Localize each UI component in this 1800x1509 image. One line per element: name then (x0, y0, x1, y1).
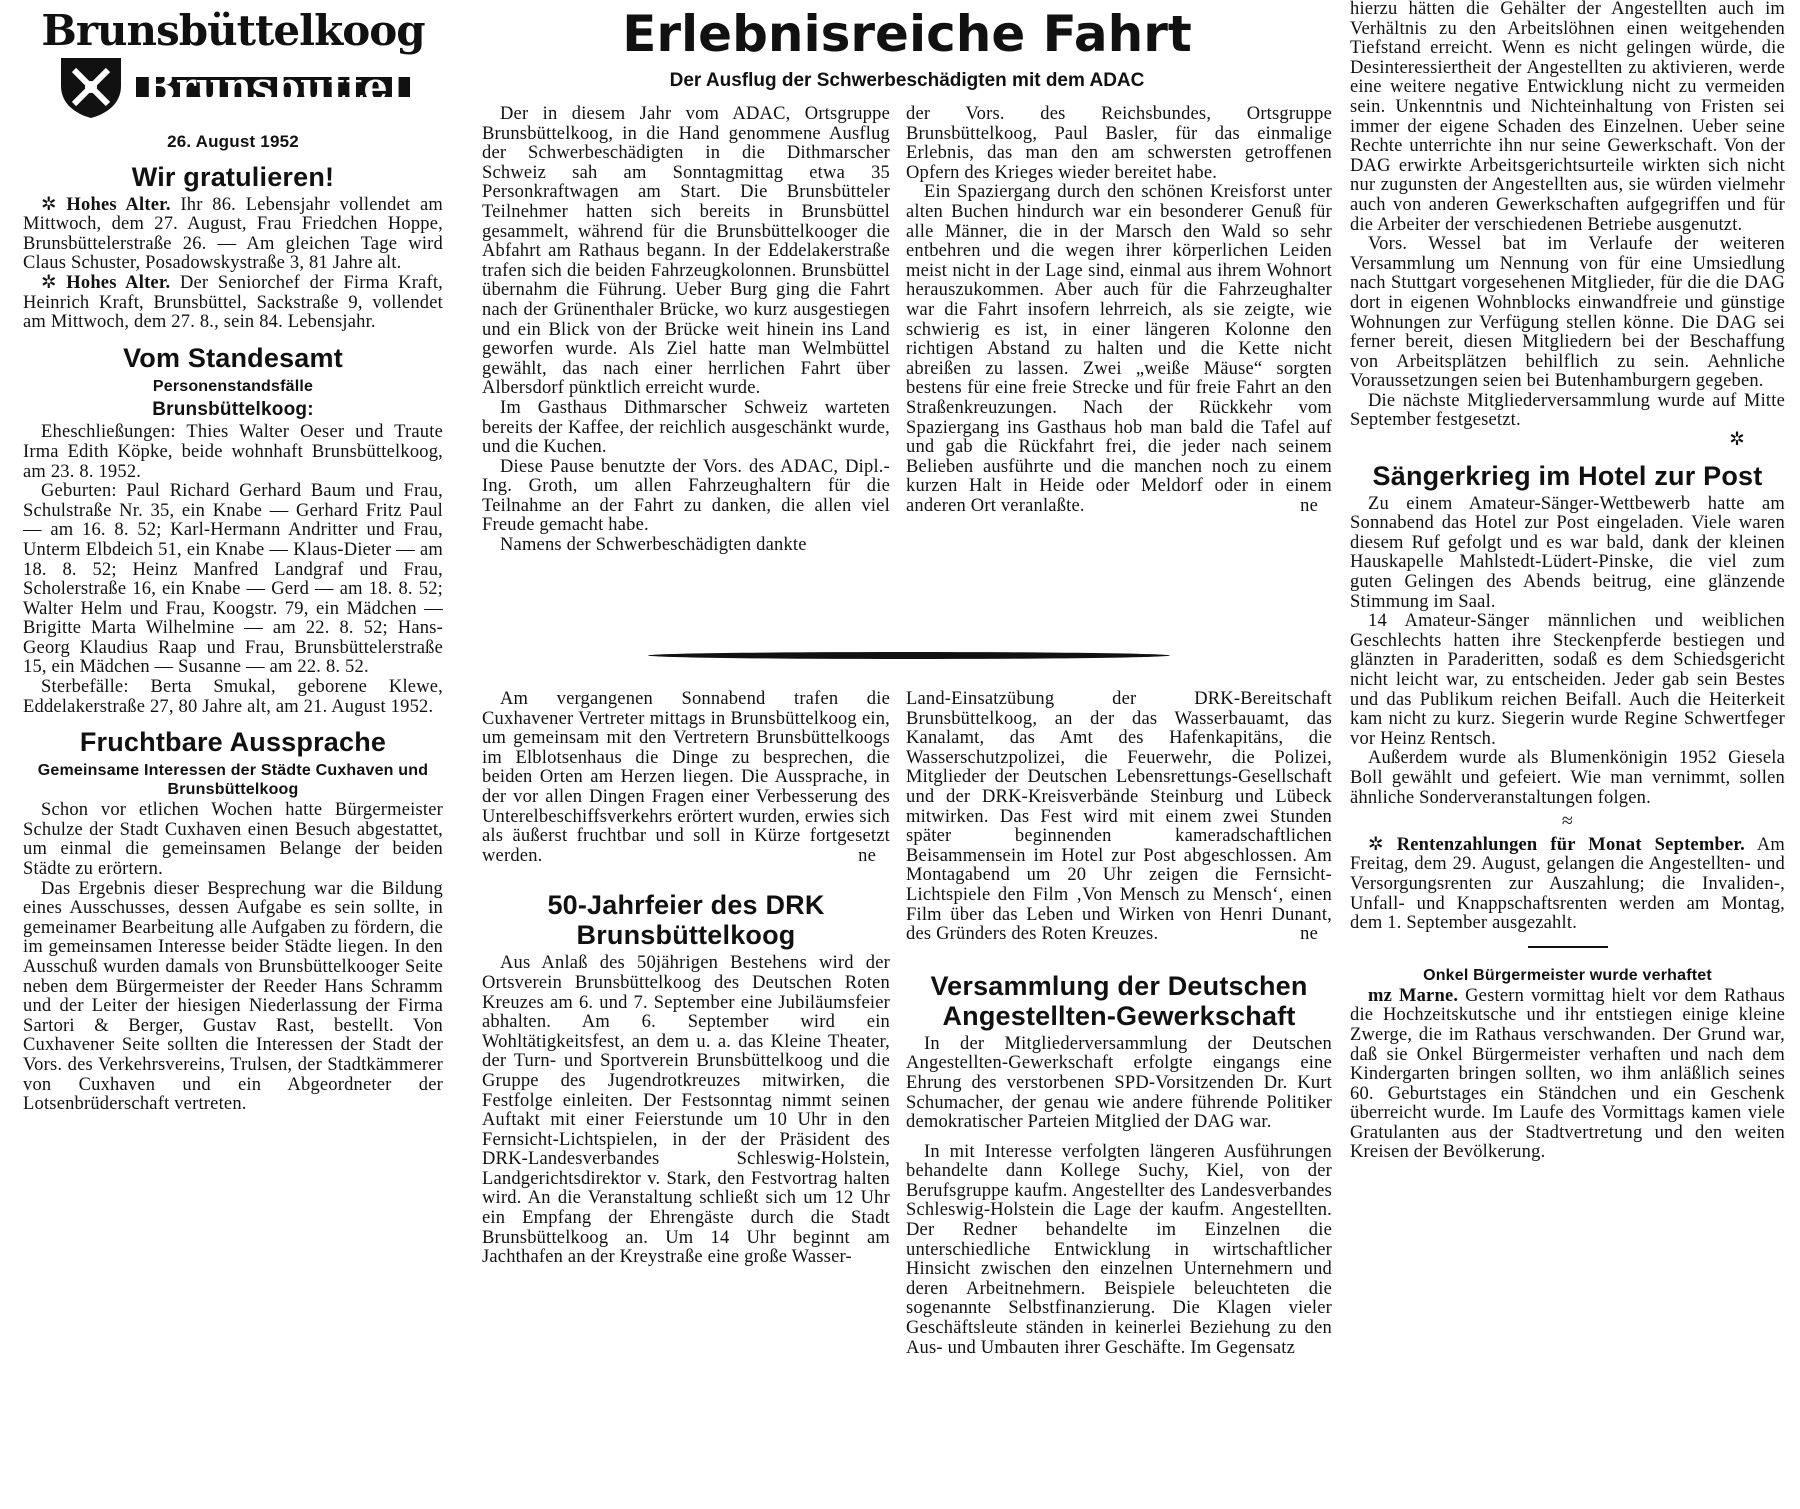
paragraph: Zu einem Amateur-Sänger-Wettbewerb hatte am Sonnabend das Hotel zur Post eingeladen. Viele waren diesem Ruf gefolgt und es war bald, dank der kleinen Hauskapelle Mahlstedt-Lüdert-Pinske, die viel zum guten Gelingen des Abends beitrug, eine glänzende Stimmung im Saal. (1350, 493, 1785, 612)
short-divider (1528, 946, 1608, 948)
paragraph: Schon vor etlichen Wochen hatte Bürgermeister Schulze der Stadt Cuxhaven einen Besuch abgestattet, um einmal die gemeinsamen Belange der beiden Städte zu erörtern. (23, 800, 443, 880)
star-ornament-icon: ✲ (1729, 430, 1745, 451)
masthead-top: Brunsbüttelkoog (41, 6, 425, 55)
paragraph: mz Marne. Gestern vormittag hielt vor dem Rathaus die Hochzeitskutsche und ihr entstiegen einige kleine Zwerge, die im Rathaus verschwanden. Der Grund war, daß sie Onkel Bürgermeister verhaften und nach dem Kindergarten bringen sollten, wo ihm anläßlich seines 60. Geburtstages ein Ständchen und ein Geschenk überreicht wurde. Im Laufe des Vormittags kamen viele Gratulanten aus der Stadtvertretung und den weiten Kreisen der Bevölkerung. (1350, 985, 1785, 1163)
paragraph: hierzu hätten die Gehälter der Angestellten auch im Verhältnis zu den Arbeitslöhnen einen weitgehenden Tiefstand erreicht. Wenn es nicht gelingen würde, die Desinteressiertheit der Angestellten zu aktivieren, werde eine weitere negative Entwicklung nicht zu vermeiden sein. Unkenntnis und Nichteinhaltung von Fristen sei immer der eigene Schaden des Einzelnen. Ueber seine Rechte unterrichte ihn nur seine Gewerkschaft. Von der DAG erwirkte Arbeitsgerichtsurteile wirkten sich nicht nur zugunsten der Angestellten aus, sie würden vielmehr auch von anderen Gewerkschaften aufgegriffen und für die Arbeiter der verschiedenen Betriebe ausgenutzt. (1350, 0, 1785, 235)
headline-erlebnisreiche-fahrt: Erlebnisreiche Fahrt (622, 5, 1192, 63)
headline-gratulieren: Wir gratulieren! (131, 161, 335, 192)
paragraph: Das Ergebnis dieser Besprechung war die Bildung eines Ausschusses, dessen Aufgabe es sein sollte, in gemeinamer Bearbeitung alle Aufgaben zu fördern, die im gemeinsamen Interesse beider Städte liegen. In den Ausschuß wurden damals von Brunsbüttelkooger Seite neben dem Bürgermeister der Reeder Hans Schramm und der Leiter der hiesigen Niederlassung der Firma Sartori & Berger, Gustav Rast, bestellt. Von Cuxhavener Seite sollten die Interessen der Stadt der Vors. des Verkehrsvereins, Trulsen, der Stadtkämmerer von Cuxhaven und ein Abgeordneter der Lotsenbrüderschaft vertreten. (23, 878, 443, 1115)
author-sign: ne (858, 845, 876, 866)
paragraph: In mit Interesse verfolgten längeren Ausführungen behandelte dann Kollege Suchy, Kiel, von der Berufsgruppe kaufm. Angestellter des Landesverbandes Schleswig-Holstein die Lage der kaufm. Angestellten. Der Redner behandelte im Einzelnen die unterschiedliche Entwicklung in wirtschaftlicher Hinsicht zwischen den einzelnen Unternehmern und deren Arbeitnehmern. Beispiele beleuchteten die sogenannte Selbstfinanzierung. Die Klagen vieler Geschäftsleute ständen in keinerlei Beziehung zu den Aus- und Umbauten ihrer Geschäfte. Im Gegensatz (906, 1141, 1332, 1358)
paragraph: Vors. Wessel bat im Verlaufe der weiteren Versammlung um Nennung von für eine Umsiedlung nach Stuttgart vorgesehenen Mitglieder, für die die DAG dort in eigenen Wohnblocks einwandfreie und günstige Wohnungen zur Verfügung stellen könne. Die DAG sei ferner bereit, diesen Mitgliedern bei der Beschaffung von Arbeitsplätzen behilflich zu sein. Aehnliche Voraussetzungen seien bei Butenhamburgern gegeben. (1350, 234, 1785, 392)
paragraph: Namens der Schwerbeschädigten dankte (500, 535, 807, 556)
coat-of-arms-icon (56, 54, 126, 120)
fahrt-column-left (482, 105, 890, 556)
masthead-bottom: Brunsbüttel (136, 77, 411, 97)
column-4 (1350, 0, 1785, 1163)
paragraph: Diese Pause benutzte der Vors. des ADAC, Dipl.-Ing. Groth, um allen Fahrzeughaltern für die Teilnahme an der Fahrt zu danken, die allen viel Freude gemacht habe. (482, 456, 890, 536)
author-sign: ne (1300, 924, 1318, 945)
column-3-lower (906, 690, 1332, 1358)
divider-rule (648, 652, 1170, 659)
paragraph: ✲ Rentenzahlungen für Monat September. Am Freitag, dem 29. August, gelangen die Angestellten- und Versorgungsrenten zur Auszahlung; die Invaliden-, Unfall- und Knappschaftsrenten werden am Montag, dem 1. September ausgezahlt. (1350, 834, 1785, 934)
author-sign: ne (1300, 495, 1318, 516)
place-heading: Brunsbüttelkoog: (152, 398, 314, 420)
headline-drk: 50-Jahrfeier des DRK Brunsbüttelkoog (547, 890, 825, 951)
paragraph: In der Mitgliederversammlung der Deutschen Angestellten-Gewerkschaft erfolgte eingangs eine Ehrung des verstorbenen SPD-Vorsitzenden Dr. Kurt Schumacher, der genau wie andere führende Politiker demokratischer Parteien Mitglied der DAG war. (906, 1033, 1332, 1133)
paragraph: Geburten: Paul Richard Gerhard Baum und Frau, Schulstraße Nr. 35, ein Knabe — Gerhard Fritz Paul — am 16. 8. 52; Karl-Hermann Andritter und Frau, Unterm Elbdeich 51, ein Knabe — Klaus-Dieter — am 18. 8. 52; Heinz Manfred Landgraf und Frau, Scholerstraße 16, ein Knabe — Gerd — am 18. 8. 52; Walter Helm und Frau, Koogstr. 79, ein Mädchen — Brigitte Marta Wilhelmine — am 22. 8. 52; Hans-Georg Klaudius Raap und Frau, Brunsbüttelerstraße 15, ein Mädchen — Susanne — am 22. 8. 52. (23, 481, 443, 678)
paragraph: der Vors. des Reichsbundes, Ortsgruppe Brunsbüttelkoog, Paul Basler, für das einmalige Erlebnis, das man den am schwersten getroffenen Opfern des Krieges wieder bereitet habe. (906, 104, 1332, 183)
subheadline: Personenstandsfälle (152, 377, 314, 395)
paragraph: 14 Amateur-Sänger männlichen und weiblichen Geschlechts hatten ihre Steckenpferde bestiegen und glänzten in Paraderitten, sodaß es dem Schiedsgericht nicht leicht war, zu entscheiden. Jeder gab sein Bestes und das Publikum reichen Beifall. Auch die Heiterkeit kam nicht zu kurz. Siegerin wurde Regine Schwertfeger vor Heinz Rentsch. (1350, 611, 1785, 749)
paragraph: Der in diesem Jahr vom ADAC, Ortsgruppe Brunsbüttelkoog, in die Hand genommene Ausflug der Schwerbeschädigten in die Dithmarscher Schweiz sah am Sonntagmittag etwa 35 Personkraftwagen am Start. Die Brunsbütteler Teilnehmer hatten sich bereits in Brunsbüttel gesammelt, während für die Brunsbüttelkooger die Abfahrt am Rathaus begann. In der Eddelakerstraße trafen sich die beiden Fahrzeugkolonnen. Brunsbüttel übernahm die Führung. Ueber Burg ging die Fahrt nach der Grünenthaler Brücke, wo kurz ausgestiegen und ein Blick von der Brücke weit hinein ins Land geworfen wurde. Als Ziel hatte man Welmbüttel gewählt, das nach einer herrlichen Fahrt über Albersdorf pünktlich erreicht wurde. (482, 104, 890, 399)
fahrt-column-right (906, 105, 1332, 516)
subheadline-fahrt: Der Ausflug der Schwerbeschädigten mit dem ADAC (669, 70, 1145, 91)
paragraph: Land-Einsatzübung der DRK-Bereitschaft Brunsbüttelkoog, an der das Wasserbauamt, das Kanalamt, das Amt des Hafenkapitäns, die Wasserschutzpolizei, die Feuerwehr, die Polizei, Mitglieder der Deutschen Lebensrettungs-Gesellschaft und der DRK-Kreisverbände Steinburg und Lübeck mitwirken. Das Fest wird mit einem zwei Stunden später beginnenden kameradschaftlichen Beisammensein im Hotel zur Post abgeschlossen. Am Montagabend um 20 Uhr zeigen die Fernsicht-Lichtspiele den Film ‚Von Mensch zu Mensch‘, einen Film über das Leben und Wirken von Henri Dunant, des Gründers des Roten Kreuzes. ne (906, 689, 1332, 945)
paragraph: Im Gasthaus Dithmarscher Schweiz warteten bereits der Kaffee, der reichlich ausgeschänkt wurde, und die Kuchen. (482, 397, 890, 458)
paragraph: Außerdem wurde als Blumenkönigin 1952 Giesela Boll gewählt und gefeiert. Wie man vernimmt, sollen ähnliche Sonderveranstaltungen folgen. (1350, 748, 1785, 808)
headline-aussprache: Fruchtbare Aussprache (79, 727, 387, 758)
paragraph: Sterbefälle: Berta Smukal, geborene Klewe, Eddelakerstraße 27, 80 Jahre alt, am 21. August 1952. (23, 677, 443, 717)
headline-standesamt: Vom Standesamt (123, 342, 343, 373)
headline-dag: Versammlung der Deutschen Angestellten-Gewerkschaft (930, 970, 1308, 1031)
subheadline: Gemeinsame Interessen der Städte Cuxhaven und Brunsbüttelkoog (37, 762, 429, 799)
paragraph: Am vergangenen Sonnabend trafen die Cuxhavener Vertreter mittags in Brunsbüttelkoog ein, um gemeinsam mit den Vertretern Brunsbüttelkoogs im Elblotsenhaus die Dinge zu besprechen, die beiden Orten am Herzen liegen. Die Aussprache, in der vor allen Dingen Fragen einer Verbesserung des Unterelbeschiffsverkehrs erörtert wurden, erwies sich als äußerst fruchtbar und soll in Kürze fortgesetzt werden. ne (482, 689, 890, 866)
masthead-logo (23, 8, 443, 152)
paragraph: Eheschließungen: Thies Walter Oeser und Traute Irma Edith Köpke, beide wohnhaft Brunsbüttelkoog, am 23. 8. 1952. (23, 422, 443, 482)
paragraph: Die nächste Mitgliederversammlung wurde auf Mitte September festgesetzt. (1350, 390, 1785, 431)
wave-ornament-icon: ≈ (1561, 810, 1574, 833)
paragraph: ✲ Hohes Alter. Der Seniorchef der Firma Kraft, Heinrich Kraft, Brunsbüttel, Sackstraße 9, vollendet am Mittwoch, dem 27. 8., sein 84. Lebensjahr. (23, 272, 443, 333)
paragraph: Ein Spaziergang durch den schönen Kreisforst unter alten Buchen hindurch war ein besonderer Genuß für alle Männer, die in der Marsch den Wald so sehr entbehren und die wegen ihrer körperlichen Leiden meist nicht in der Lage sind, einmal aus ihrem Wohnort herauszukommen. Aber auch für die Fahrzeughalter war die Fahrt insofern lehrreich, als sie zeigte, wie schwierig es ist, in einer längeren Kolonne den richtigen Abstand zu halten und die Kette nicht abreißen zu lassen. Zwei „weiße Mäuse“ sorgten bestens für eine freie Strecke und für freie Fahrt an den Straßenkreuzungen. Nach der Rückkehr vom Spaziergang ins Gasthaus hob man bald die Tafel auf und gab die Rückfahrt frei, die jeder nach seinem Belieben ausführte und die manchen noch zu einem kurzen Halt in Heide oder Meldorf oder in einem anderen Ort veranlaßte. ne (906, 182, 1332, 516)
issue-date: 26. August 1952 (167, 132, 299, 151)
paragraph: ✲ Hohes Alter. Ihr 86. Lebensjahr vollendet am Mittwoch, dem 27. August, Frau Friedchen Hoppe, Brunsbüttelerstraße 26. — Am gleichen Tage wird Claus Schuster, Posadowskystraße 3, 81 Jahre alt. (23, 194, 443, 274)
headline-marne: Onkel Bürgermeister wurde verhaftet (1423, 966, 1712, 984)
paragraph: Aus Anlaß des 50jährigen Bestehens wird der Ortsverein Brunsbüttelkoog des Deutschen Roten Kreuzes am 6. und 7. September eine Jubiläumsfeier abhalten. Am 6. September wird ein Wohltätigkeitsfest, an dem u. a. das Kleine Theater, der Turn- und Sportverein Brunsbüttelkoog und die Gruppe des Jugendrotkreuzes mitwirken, die Festfolge einleiten. Der Festsonntag nimmt seinen Auftakt mit einer Feierstunde um 10 Uhr in den Fernsicht-Lichtspielen, in der der Präsident des DRK-Landesverbandes Schleswig-Holstein, Landgerichtsdirektor v. Stark, den Festvortrag halten wird. An die Veranstaltung schließt sich um 12 Uhr ein Empfang der Ehrengäste durch die Stadt Brunsbüttelkoog an. Um 14 Uhr beginnt am Jachthafen an der Kreystraße eine große Wasser- (482, 953, 890, 1268)
column-1 (23, 0, 443, 1115)
column-2-lower (482, 690, 890, 1268)
headline-saengerkrieg: Sängerkrieg im Hotel zur Post (1372, 460, 1763, 491)
